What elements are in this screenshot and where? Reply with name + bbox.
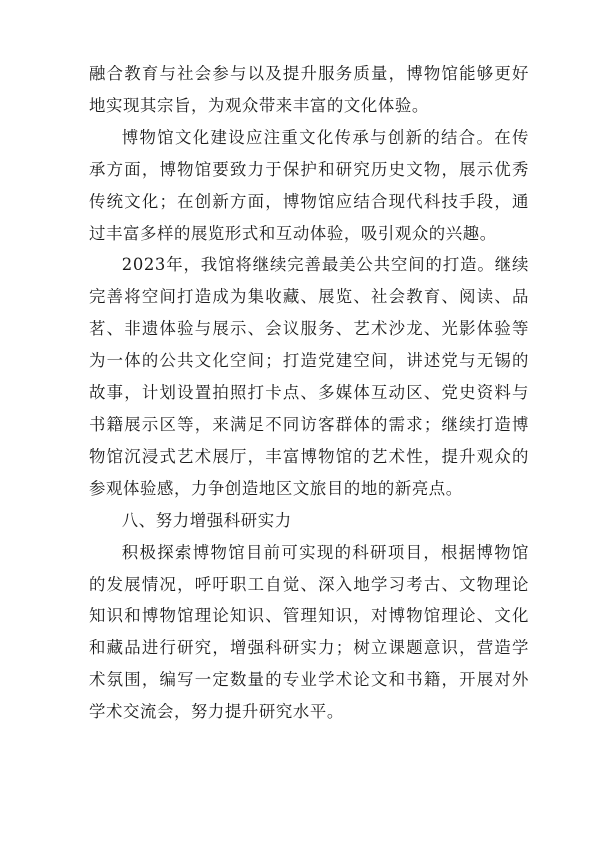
section-heading-research: 八、努力增强科研实力: [121, 510, 292, 530]
paragraph-continuation: 融合教育与社会参与以及提升服务质量，博物馆能够更好地实现其宗旨，为观众带来丰富的文化体验。: [89, 64, 529, 115]
paragraph-research: 积极探索博物馆目前可实现的科研项目，根据博物馆的发展情况，呼吁职工自觉、深入地学习考古、文物理论知识和博物馆理论知识、管理知识，对博物馆理论、文化和藏品进行研究，增强科研实力；树立课题意识，营造学术氛围，编写一定数量的专业学术论文和书籍，开展对外学术交流会，努力提升研究水平。: [89, 542, 529, 722]
document-body: [89, 58, 529, 728]
paragraph-culture-heritage: 博物馆文化建设应注重文化传承与创新的结合。在传承方面，博物馆要致力于保护和研究历史文物，展示优秀传统文化；在创新方面，博物馆应结合现代科技手段，通过丰富多样的展览形式和互动体验，吸引观众的兴趣。: [89, 127, 529, 243]
paragraph-public-space-2023: 2023年，我馆将继续完善最美公共空间的打造。继续完善将空间打造成为集收藏、展览、社会教育、阅读、品茗、非遗体验与展示、会议服务、艺术沙龙、光影体验等为一体的公共文化空间；打造党建空间，讲述党与无锡的故事，计划设置拍照打卡点、多媒体互动区、党史资料与书籍展示区等，来满足不同访客群体的需求；继续打造博物馆沉浸式艺术展厅，丰富博物馆的艺术性，提升观众的参观体验感，力争创造地区文旅目的地的新亮点。: [89, 255, 529, 498]
